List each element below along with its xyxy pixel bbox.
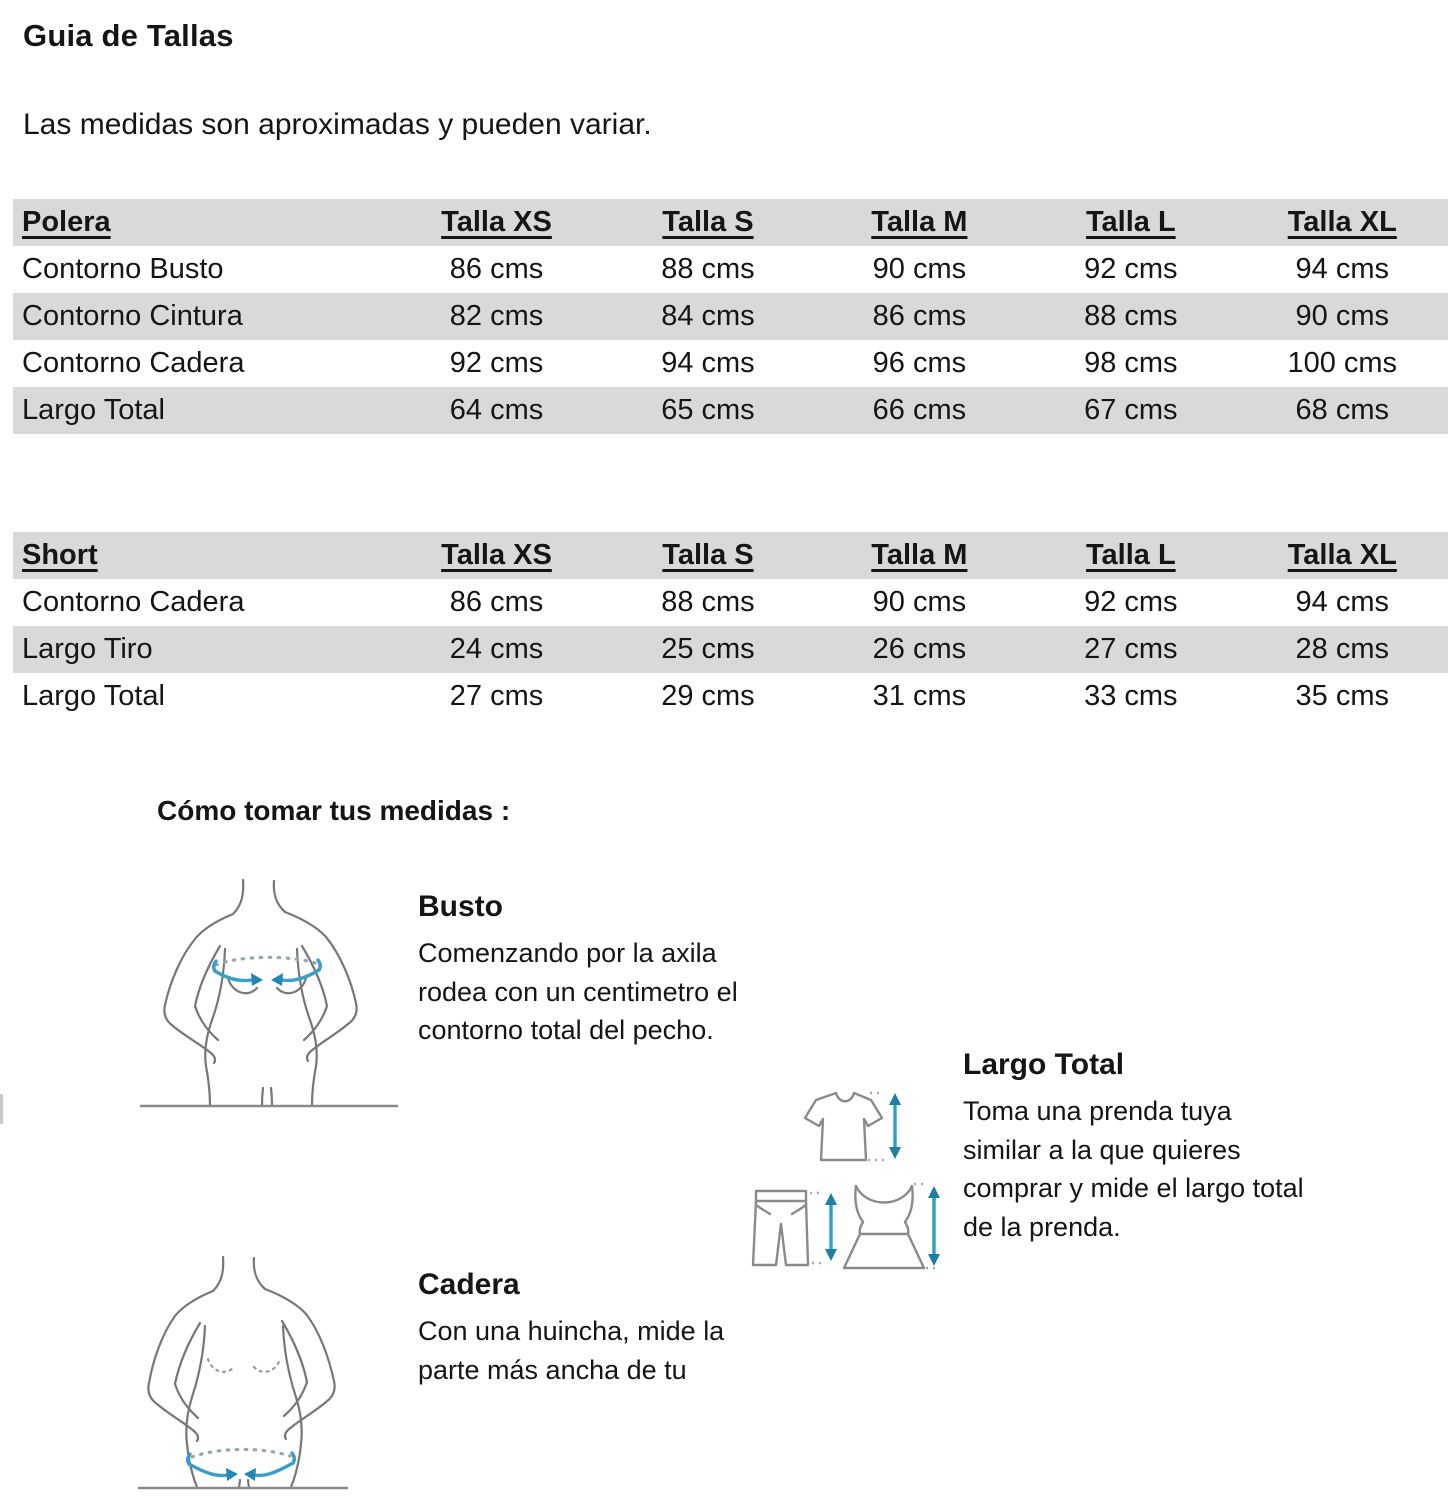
- largo-total-line: similar a la que quieres: [963, 1134, 1241, 1165]
- cell-value: 27 cms: [449, 680, 544, 712]
- col-header-talla-s: Talla S: [662, 539, 754, 571]
- left-edge-artifact: [0, 1094, 3, 1124]
- cell-value: 94 cms: [1295, 253, 1389, 285]
- howto-heading: Cómo tomar tus medidas :: [157, 795, 511, 826]
- col-header-talla-s: Talla S: [662, 206, 754, 238]
- cell-value: 35 cms: [1295, 680, 1389, 712]
- cell-value: 86 cms: [449, 253, 544, 285]
- table-header-row: [13, 199, 1448, 246]
- tshirt-length-icon: [800, 1088, 910, 1170]
- table-row: [13, 340, 1448, 387]
- busto-section: [418, 890, 738, 1050]
- col-header-talla-xl: Talla XL: [1287, 206, 1397, 238]
- cell-value: 98 cms: [1084, 347, 1178, 379]
- largo-total-line: comprar y mide el largo total: [963, 1173, 1304, 1203]
- table-row: [13, 293, 1448, 340]
- largo-total-line: Toma una prenda tuya: [963, 1096, 1232, 1126]
- table-row: [13, 673, 1448, 720]
- cell-value: 88 cms: [661, 586, 755, 618]
- cell-value: 82 cms: [449, 300, 544, 332]
- polera-size-table: [13, 199, 1448, 434]
- table-header-row: [13, 532, 1448, 579]
- cell-value: 84 cms: [661, 300, 755, 332]
- torso-bust-measure-icon: [140, 874, 400, 1110]
- short-size-table: [13, 532, 1448, 720]
- row-label: Contorno Cadera: [22, 586, 245, 618]
- row-label: Contorno Cintura: [22, 300, 243, 332]
- cadera-line: Con una huincha, mide la: [418, 1316, 725, 1346]
- cell-value: 90 cms: [872, 253, 967, 285]
- hip-measure-arrows: [188, 1453, 295, 1476]
- cell-value: 92 cms: [1084, 253, 1178, 285]
- cell-value: 86 cms: [872, 300, 967, 332]
- cell-value: 67 cms: [1084, 394, 1178, 426]
- cell-value: 94 cms: [661, 347, 755, 379]
- largo-total-line: de la prenda.: [963, 1211, 1121, 1242]
- bust-measure-dotted-line: [216, 957, 318, 965]
- cell-value: 27 cms: [1084, 633, 1178, 665]
- bust-measure-arrows: [214, 960, 321, 981]
- row-label: Contorno Busto: [22, 253, 224, 285]
- table-row: [13, 579, 1448, 626]
- cell-value: 31 cms: [872, 680, 967, 712]
- cell-value: 66 cms: [872, 394, 967, 426]
- cadera-title: Cadera: [418, 1268, 520, 1301]
- busto-title: Busto: [418, 890, 503, 923]
- cell-value: 86 cms: [449, 586, 544, 618]
- cell-value: 94 cms: [1295, 586, 1389, 618]
- cell-value: 88 cms: [1084, 300, 1178, 332]
- cell-value: 64 cms: [449, 394, 544, 426]
- page-title: Guia de Tallas: [23, 18, 234, 53]
- cell-value: 28 cms: [1295, 633, 1389, 665]
- largo-total-section: [963, 1048, 1304, 1246]
- table-title-polera: Polera: [22, 206, 111, 238]
- page-subtitle: Las medidas son aproximadas y pueden variar.: [23, 108, 652, 141]
- col-header-talla-xs: Talla XS: [441, 206, 552, 238]
- pants-length-icon: [750, 1186, 842, 1270]
- busto-line: rodea con un centimetro el: [418, 976, 738, 1007]
- hip-measure-dotted-line: [192, 1449, 290, 1457]
- row-label: Largo Total: [22, 394, 165, 426]
- table-row: [13, 246, 1448, 293]
- cell-value: 25 cms: [661, 633, 755, 665]
- cell-value: 88 cms: [661, 253, 755, 285]
- torso-hip-measure-icon: [135, 1252, 395, 1492]
- cell-value: 29 cms: [661, 680, 755, 712]
- table-title-short: Short: [22, 539, 98, 571]
- row-label: Largo Tiro: [22, 633, 153, 665]
- cell-value: 26 cms: [872, 633, 967, 665]
- dress-length-icon: [830, 1180, 948, 1272]
- col-header-talla-l: Talla L: [1085, 206, 1176, 238]
- row-label: Largo Total: [22, 680, 165, 712]
- cell-value: 24 cms: [449, 633, 544, 665]
- busto-line: Comenzando por la axila: [418, 938, 717, 968]
- cell-value: 96 cms: [872, 347, 967, 379]
- col-header-talla-xl: Talla XL: [1287, 539, 1397, 571]
- cell-value: 92 cms: [1084, 586, 1178, 618]
- table-row: [13, 626, 1448, 673]
- cadera-line: parte más ancha de tu: [418, 1354, 687, 1385]
- busto-line: contorno total del pecho.: [418, 1015, 714, 1045]
- col-header-talla-l: Talla L: [1085, 539, 1176, 571]
- cell-value: 90 cms: [872, 586, 967, 618]
- col-header-talla-m: Talla M: [871, 206, 968, 238]
- cell-value: 33 cms: [1084, 680, 1178, 712]
- row-label: Contorno Cadera: [22, 347, 245, 379]
- cell-value: 68 cms: [1295, 394, 1389, 426]
- cell-value: 92 cms: [449, 347, 544, 379]
- table-row: [13, 387, 1448, 434]
- cell-value: 100 cms: [1287, 347, 1398, 379]
- col-header-talla-xs: Talla XS: [441, 539, 552, 571]
- largo-total-title: Largo Total: [963, 1048, 1125, 1081]
- cadera-section: [418, 1268, 724, 1389]
- cell-value: 90 cms: [1295, 300, 1389, 332]
- cell-value: 65 cms: [661, 394, 755, 426]
- col-header-talla-m: Talla M: [871, 539, 968, 571]
